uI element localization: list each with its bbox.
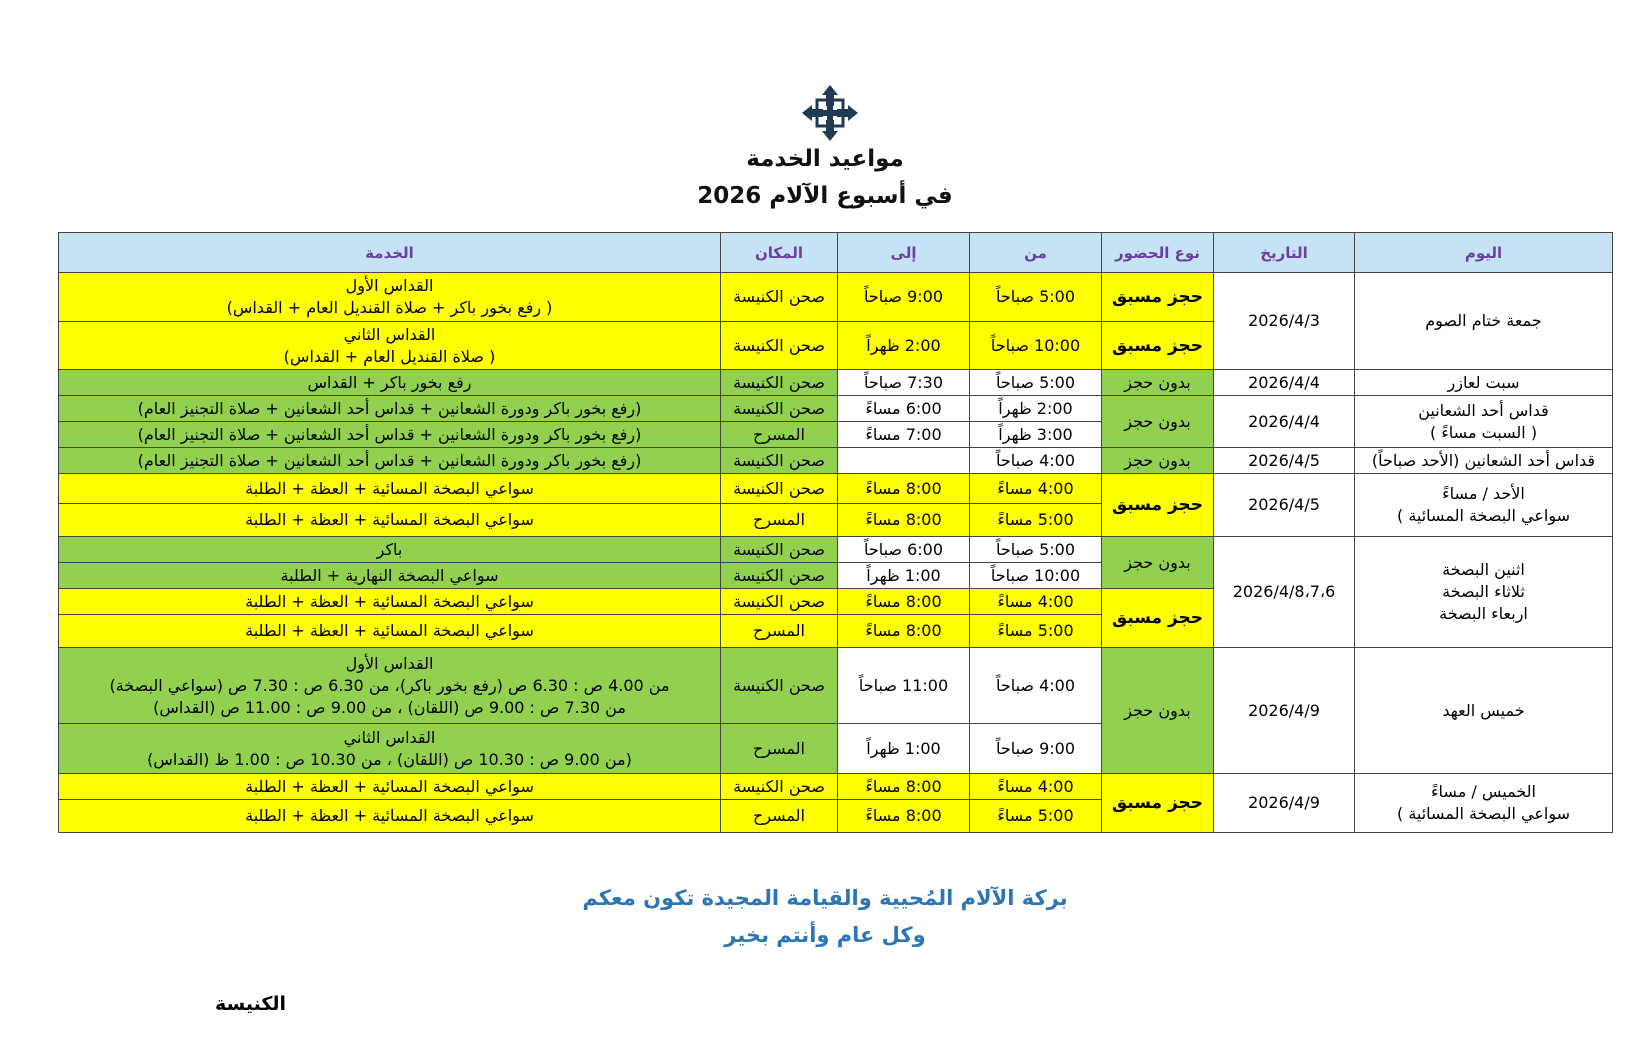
service-cell: باكر: [59, 537, 721, 563]
header-day: اليوم: [1355, 233, 1613, 273]
service-line: القداس الثاني: [343, 324, 436, 344]
to-cell: 8:00 مساءً: [838, 800, 970, 833]
service-line: القداس الأول: [345, 276, 434, 295]
place-cell: صحن الكنيسة: [721, 648, 838, 724]
blessing-line-1: بركة الآلام المُحيية والقيامة المجيدة تكون معكم: [582, 886, 1068, 910]
service-cell: سواعي البصخة النهارية + الطلبة: [59, 563, 721, 589]
service-cell: [59, 273, 721, 322]
place-cell: صحن الكنيسة: [721, 448, 838, 474]
place-cell: صحن الكنيسة: [721, 370, 838, 396]
attendance-cell: بدون حجز: [1102, 370, 1214, 396]
header-place: المكان: [721, 233, 838, 273]
attendance-cell: حجز مسبق: [1102, 322, 1214, 370]
day-text: الخميس / مساءً: [1431, 782, 1536, 801]
to-cell: 1:00 ظهراً: [838, 563, 970, 589]
place-cell: صحن الكنيسة: [721, 589, 838, 615]
place-cell: المسرح: [721, 724, 838, 774]
day-text: اثنين البصخة: [1442, 560, 1525, 579]
table-row: [59, 396, 1613, 422]
from-cell: 4:00 مساءً: [970, 474, 1102, 504]
from-cell: 4:00 مساءً: [970, 589, 1102, 615]
to-cell: 7:30 صباحاً: [838, 370, 970, 396]
to-cell: 7:00 مساءً: [838, 422, 970, 448]
from-cell: 5:00 صباحاً: [970, 370, 1102, 396]
attendance-cell: بدون حجز: [1102, 648, 1214, 774]
day-cell: [1355, 474, 1613, 537]
attendance-cell: بدون حجز: [1102, 396, 1214, 448]
day-text: الأحد / مساءً: [1442, 484, 1525, 503]
day-cell: خميس العهد: [1355, 648, 1613, 774]
to-cell: 6:00 مساءً: [838, 396, 970, 422]
place-cell: صحن الكنيسة: [721, 774, 838, 800]
service-cell: [59, 648, 721, 724]
table-row: [59, 774, 1613, 800]
to-cell: 6:00 صباحاً: [838, 537, 970, 563]
to-cell: 8:00 مساءً: [838, 774, 970, 800]
table-row: [59, 474, 1613, 504]
attendance-cell: حجز مسبق: [1102, 589, 1214, 648]
place-cell: صحن الكنيسة: [721, 273, 838, 322]
to-cell: 8:00 مساءً: [838, 504, 970, 537]
from-cell: 3:00 ظهراً: [970, 422, 1102, 448]
service-cell: سواعي البصخة المسائية + العظة + الطلبة: [59, 589, 721, 615]
schedule-table: [58, 232, 1613, 833]
from-cell: 5:00 صباحاً: [970, 537, 1102, 563]
service-cell: [59, 724, 721, 774]
to-cell: 1:00 ظهراً: [838, 724, 970, 774]
place-cell: صحن الكنيسة: [721, 396, 838, 422]
page-title: مواعيد الخدمة: [746, 146, 904, 172]
place-cell: صحن الكنيسة: [721, 474, 838, 504]
place-cell: المسرح: [721, 615, 838, 648]
service-cell: [59, 322, 721, 370]
date-cell: 2026/4/3: [1214, 273, 1355, 370]
from-cell: 10:00 صباحاً: [970, 563, 1102, 589]
place-cell: المسرح: [721, 800, 838, 833]
attendance-cell: حجز مسبق: [1102, 273, 1214, 322]
day-cell: قداس أحد الشعانين (الأحد صباحاً): [1355, 448, 1613, 474]
from-cell: 5:00 مساءً: [970, 504, 1102, 537]
page-subtitle: في أسبوع الآلام 2026: [697, 183, 953, 209]
from-cell: 10:00 صباحاً: [970, 322, 1102, 370]
to-cell: 8:00 مساءً: [838, 474, 970, 504]
from-cell: 9:00 صباحاً: [970, 724, 1102, 774]
service-cell: سواعي البصخة المسائية + العظة + الطلبة: [59, 504, 721, 537]
table-row: [59, 370, 1613, 396]
attendance-cell: حجز مسبق: [1102, 774, 1214, 833]
to-cell: 8:00 مساءً: [838, 615, 970, 648]
table-header-row: [59, 233, 1613, 273]
to-cell: 11:00 صباحاً: [838, 648, 970, 724]
service-cell: رفع بخور باكر + القداس: [59, 370, 721, 396]
day-text: ( السبت مساءً ): [1429, 422, 1538, 442]
date-cell: 2026/4/9: [1214, 774, 1355, 833]
day-cell: [1355, 273, 1613, 370]
coptic-cross-icon: [802, 85, 858, 141]
place-cell: المسرح: [721, 422, 838, 448]
from-cell: 5:00 صباحاً: [970, 273, 1102, 322]
to-cell: 8:00 مساءً: [838, 589, 970, 615]
from-cell: 4:00 مساءً: [970, 774, 1102, 800]
day-text: جمعة ختام الصوم: [1425, 311, 1542, 330]
attendance-cell: بدون حجز: [1102, 537, 1214, 589]
from-cell: 5:00 مساءً: [970, 800, 1102, 833]
day-cell: [1355, 396, 1613, 448]
date-cell: 2026/4/9: [1214, 648, 1355, 774]
table-row: [59, 537, 1613, 563]
from-cell: 4:00 صباحاً: [970, 448, 1102, 474]
place-cell: المسرح: [721, 504, 838, 537]
table-row: [59, 648, 1613, 724]
day-cell: [1355, 774, 1613, 833]
service-cell: (رفع بخور باكر ودورة الشعانين + قداس أحد الشعانين + صلاة التجنيز العام): [59, 396, 721, 422]
day-cell: [1355, 537, 1613, 648]
service-cell: سواعي البصخة المسائية + العظة + الطلبة: [59, 800, 721, 833]
service-line: القداس الأول: [345, 653, 434, 673]
service-cell: سواعي البصخة المسائية + العظة + الطلبة: [59, 615, 721, 648]
from-cell: 2:00 ظهراً: [970, 396, 1102, 422]
header-from: من: [970, 233, 1102, 273]
day-text: سواعي البصخة المسائية ): [1396, 804, 1570, 823]
to-cell: [838, 448, 970, 474]
service-line: ( صلاة القنديل العام + القداس): [283, 346, 496, 366]
day-text: ثلاثاء البصخة: [1442, 582, 1525, 601]
from-cell: 4:00 صباحاً: [970, 648, 1102, 724]
place-cell: صحن الكنيسة: [721, 322, 838, 370]
place-cell: صحن الكنيسة: [721, 563, 838, 589]
date-cell: 2026/4/5: [1214, 448, 1355, 474]
date-cell: 2026/4/4: [1214, 370, 1355, 396]
attendance-cell: بدون حجز: [1102, 448, 1214, 474]
service-line: ( رفع بخور باكر + صلاة القنديل العام + القداس): [226, 298, 553, 317]
blessing-line-2: وكل عام وأنتم بخير: [724, 923, 926, 947]
service-line: القداس الثاني: [343, 727, 436, 747]
table-row: [59, 448, 1613, 474]
header-service: الخدمة: [59, 233, 721, 273]
header-date: التاريخ: [1214, 233, 1355, 273]
service-line: من 4.00 ص : 6.30 ص (رفع بخور باكر)، من 6.30 ص : 7.30 ص (سواعي البصخة): [109, 675, 670, 695]
day-text: سواعي البصخة المسائية ): [1396, 506, 1570, 525]
table-row: [59, 273, 1613, 322]
service-line: (من 9.00 ص : 10.30 ص (اللقان) ، من 10.30 ص : 1.00 ظ (القداس): [147, 749, 632, 769]
place-cell: صحن الكنيسة: [721, 537, 838, 563]
service-cell: (رفع بخور باكر ودورة الشعانين + قداس أحد الشعانين + صلاة التجنيز العام): [59, 422, 721, 448]
attendance-cell: حجز مسبق: [1102, 474, 1214, 537]
service-cell: سواعي البصخة المسائية + العظة + الطلبة: [59, 474, 721, 504]
date-cell: 2026/4/8،7،6: [1214, 537, 1355, 648]
day-text: اربعاء البصخة: [1439, 604, 1528, 623]
header-attendance: نوع الحضور: [1102, 233, 1214, 273]
header-to: إلى: [838, 233, 970, 273]
from-cell: 5:00 مساءً: [970, 615, 1102, 648]
signature: الكنيسة: [215, 993, 287, 1015]
service-line: من 7.30 ص : 9.00 ص (اللقان) ، من 9.00 ص : 11.00 ص (القداس): [153, 697, 626, 717]
day-text: قداس أحد الشعانين: [1418, 400, 1549, 420]
service-cell: سواعي البصخة المسائية + العظة + الطلبة: [59, 774, 721, 800]
date-cell: 2026/4/5: [1214, 474, 1355, 537]
date-cell: 2026/4/4: [1214, 396, 1355, 448]
day-cell: سبت لعازر: [1355, 370, 1613, 396]
service-cell: (رفع بخور باكر ودورة الشعانين + قداس أحد الشعانين + صلاة التجنيز العام): [59, 448, 721, 474]
to-cell: 2:00 ظهراً: [838, 322, 970, 370]
to-cell: 9:00 صباحاً: [838, 273, 970, 322]
